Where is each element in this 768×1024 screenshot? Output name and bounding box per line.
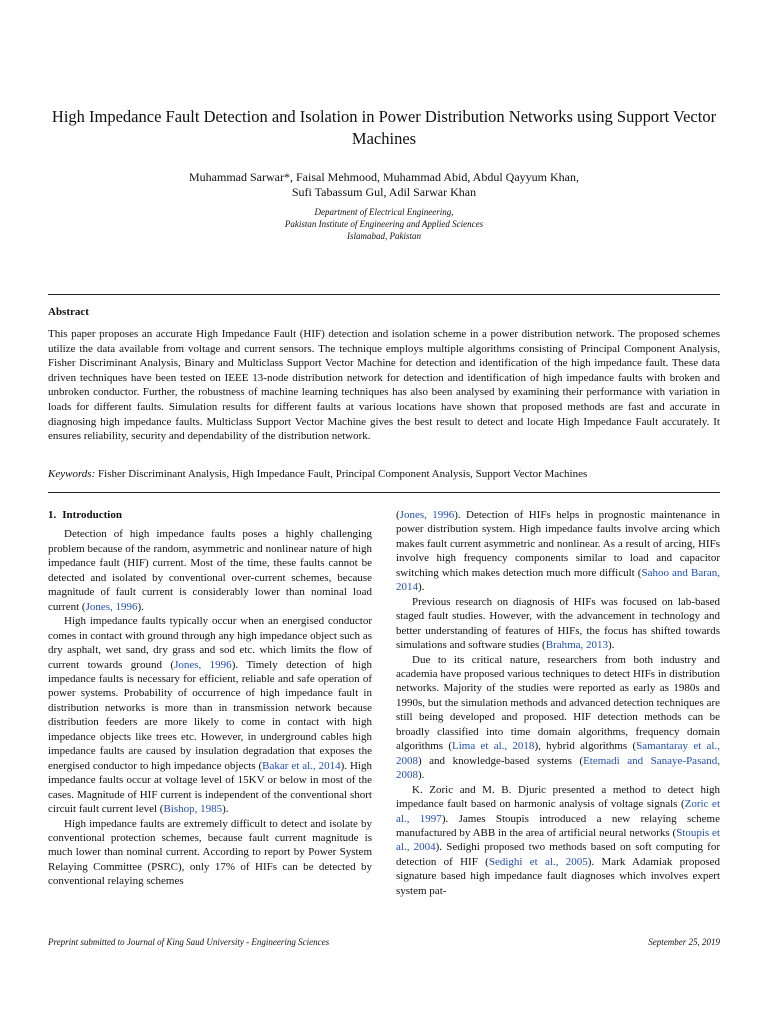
abstract-text: This paper proposes an accurate High Impedance Fault (HIF) detection and isolation scheme in a power distribution network. The proposed schemes utilize the data available from voltage and current sensors. The technique employs multiple algorithms consisting of Principal Component Analysis, Fisher Discriminant Analysis, Binary and Multiclass Support Vector Machine for detection and identification of the high impedance fault. These data driven techniques have been tested on IEEE 13-node distribution network for detection and identification of high impedance faults with broken and unbroken conductor. Further, the robustness of machine learning techniques has also been analysed by examining their performance with variation in loads for different faults. Simulation results for different faults at various locations have shown that proposed methods are fast and accurate in diagnosing high impedance faults. Multiclass Support Vector Machine gives the best result to detect and locate High Impedance Fault accurately. It ensures reliability, security and dependability of the distribution network. xyxy=(48,328,720,443)
paragraph: High impedance faults are extremely difficult to detect and isolate by conventional protection schemes, because fault current magnitude is much lower than nominal current. According to report by Power System Relaying Committee (PSRC), only 17% of HIFs can be detected by conventional relaying schemes xyxy=(48,817,372,888)
citation-link[interactable]: Jones, 1996 xyxy=(399,509,455,521)
citation-link[interactable]: Bakar et al., 2014 xyxy=(262,759,341,772)
bottom-divider xyxy=(48,492,720,493)
keywords xyxy=(48,467,720,481)
section-heading xyxy=(48,508,372,522)
section-title: Introduction xyxy=(62,509,122,521)
paragraph: Due to its critical nature, researchers from both industry and academia have proposed various techniques to detect HIFs in distribution networks. Majority of the studies were reported as early as 1980s and 1990s, but the simulation methods and advanced detection techniques are still being developed and proposed. HIF detection methods can be broadly classified into time domain algorithms, frequency domain algorithms (Lima et al., 2018), hybrid algorithms (Samantaray et al., 2008) and knowledge-based systems (Etemadi and Sanaye-Pasand, 2008). xyxy=(396,653,720,782)
citation-link[interactable]: Lima et al., 2018 xyxy=(452,740,535,753)
section-number: 1. xyxy=(48,509,57,521)
affiliation-line-3: Islamabad, Pakistan xyxy=(347,231,421,241)
citation-link[interactable]: Jones, 1996 xyxy=(85,600,138,613)
left-column xyxy=(48,508,372,889)
citation-link[interactable]: Zoric et al., 1997 xyxy=(396,798,720,825)
citation-link[interactable]: Bishop, 1985 xyxy=(163,803,223,816)
authors-line-1: Muhammad Sarwar*, Faisal Mehmood, Muhammad Abid, Abdul Qayyum Khan, xyxy=(189,170,579,184)
right-column xyxy=(396,508,720,898)
footer-date: September 25, 2019 xyxy=(648,937,720,947)
paper-title: High Impedance Fault Detection and Isolation in Power Distribution Networks using Support Vector Machines xyxy=(51,107,717,148)
keywords-label: Keywords: xyxy=(48,468,96,480)
citation-link[interactable]: Etemadi and Sanaye-Pasand, 2008 xyxy=(396,754,720,782)
affiliation xyxy=(40,206,728,242)
footer-preprint-note: Preprint submitted to Journal of King Saud University - Engineering Sciences xyxy=(48,937,330,947)
citation-link[interactable]: Brahma, 2013 xyxy=(545,639,609,652)
citation-link[interactable]: Samantaray et al., 2008 xyxy=(396,740,720,767)
paragraph: High impedance faults typically occur when an energised conductor comes in contact with ground through any high impedance object such as dry asphalt, wet sand, dry grass and sod etc. which limits the flow of current towards ground (Jones, 1996). Timely detection of high impedance faults is necessary for efficient, reliable and safe operation of power systems. Probability of occurrence of high impedance fault in distribution networks is more than in transmission network because distribution feeders are more likely to come in contact with high impedance objects like trees etc. However, in underground cables high impedance faults are caused by insulation degradation that exposes the energised conductor to high impedance objects (Bakar et al., 2014). High impedance faults occur at voltage level of 15KV or below in most of the cases. Magnitude of HIF current is independent of the conventional short circuit fault current level (Bishop, 1985). xyxy=(48,615,372,816)
top-divider xyxy=(48,294,720,295)
author-list xyxy=(40,170,728,200)
affiliation-line-2: Pakistan Institute of Engineering and Applied Sciences xyxy=(284,219,484,229)
abstract-heading: Abstract xyxy=(48,306,89,318)
paragraph: K. Zoric and M. B. Djuric presented a method to detect high impedance fault based on harmonic analysis of voltage signals (Zoric et al., 1997). James Stoupis introduced a new relaying scheme manufactured by ABB in the area of artificial neural networks (Stoupis et al., 2004). Sedighi proposed two methods based on soft computing for detection of HIF (Sedighi et al., 2005). Mark Adamiak proposed signature based high impedance fault diagnoses which involves expert system pat- xyxy=(396,783,720,897)
keywords-text: Fisher Discriminant Analysis, High Impedance Fault, Principal Component Analysis, Support Vector Machines xyxy=(98,468,588,480)
citation-link[interactable]: Sedighi et al., 2005 xyxy=(488,855,588,868)
authors-line-2: Sufi Tabassum Gul, Adil Sarwar Khan xyxy=(291,185,477,199)
affiliation-line-1: Department of Electrical Engineering, xyxy=(314,207,454,217)
citation-link[interactable]: Jones, 1996 xyxy=(174,658,232,671)
citation-link[interactable]: Stoupis et al., 2004 xyxy=(396,826,720,854)
paragraph: Detection of high impedance faults poses a highly challenging problem because of the random, asymmetric and nonlinear nature of high impedance fault (HIF) current. Most of the time, these faults cannot be detected and isolated by conventional over-current schemes, because magnitude of fault current is considerably lower than nominal load current (Jones, 1996). xyxy=(48,528,372,613)
paragraph: Previous research on diagnosis of HIFs was focused on lab-based staged fault studies. However, with the advancement in technology and better understanding of features of HIFs, the focus has shifted towards simulations and software studies (Brahma, 2013). xyxy=(396,595,720,652)
citation-link[interactable]: Sahoo and Baran, 2014 xyxy=(396,566,720,594)
paragraph: (Jones, 1996). Detection of HIFs helps in prognostic maintenance in power distribution system. High impedance faults involve arcing which makes fault current asymmetric and nonlinear. As a result of arcing, HIFs involve high frequency components similar to load and capacitor switching which makes detection much more difficult (Sahoo and Baran, 2014). xyxy=(396,509,720,594)
